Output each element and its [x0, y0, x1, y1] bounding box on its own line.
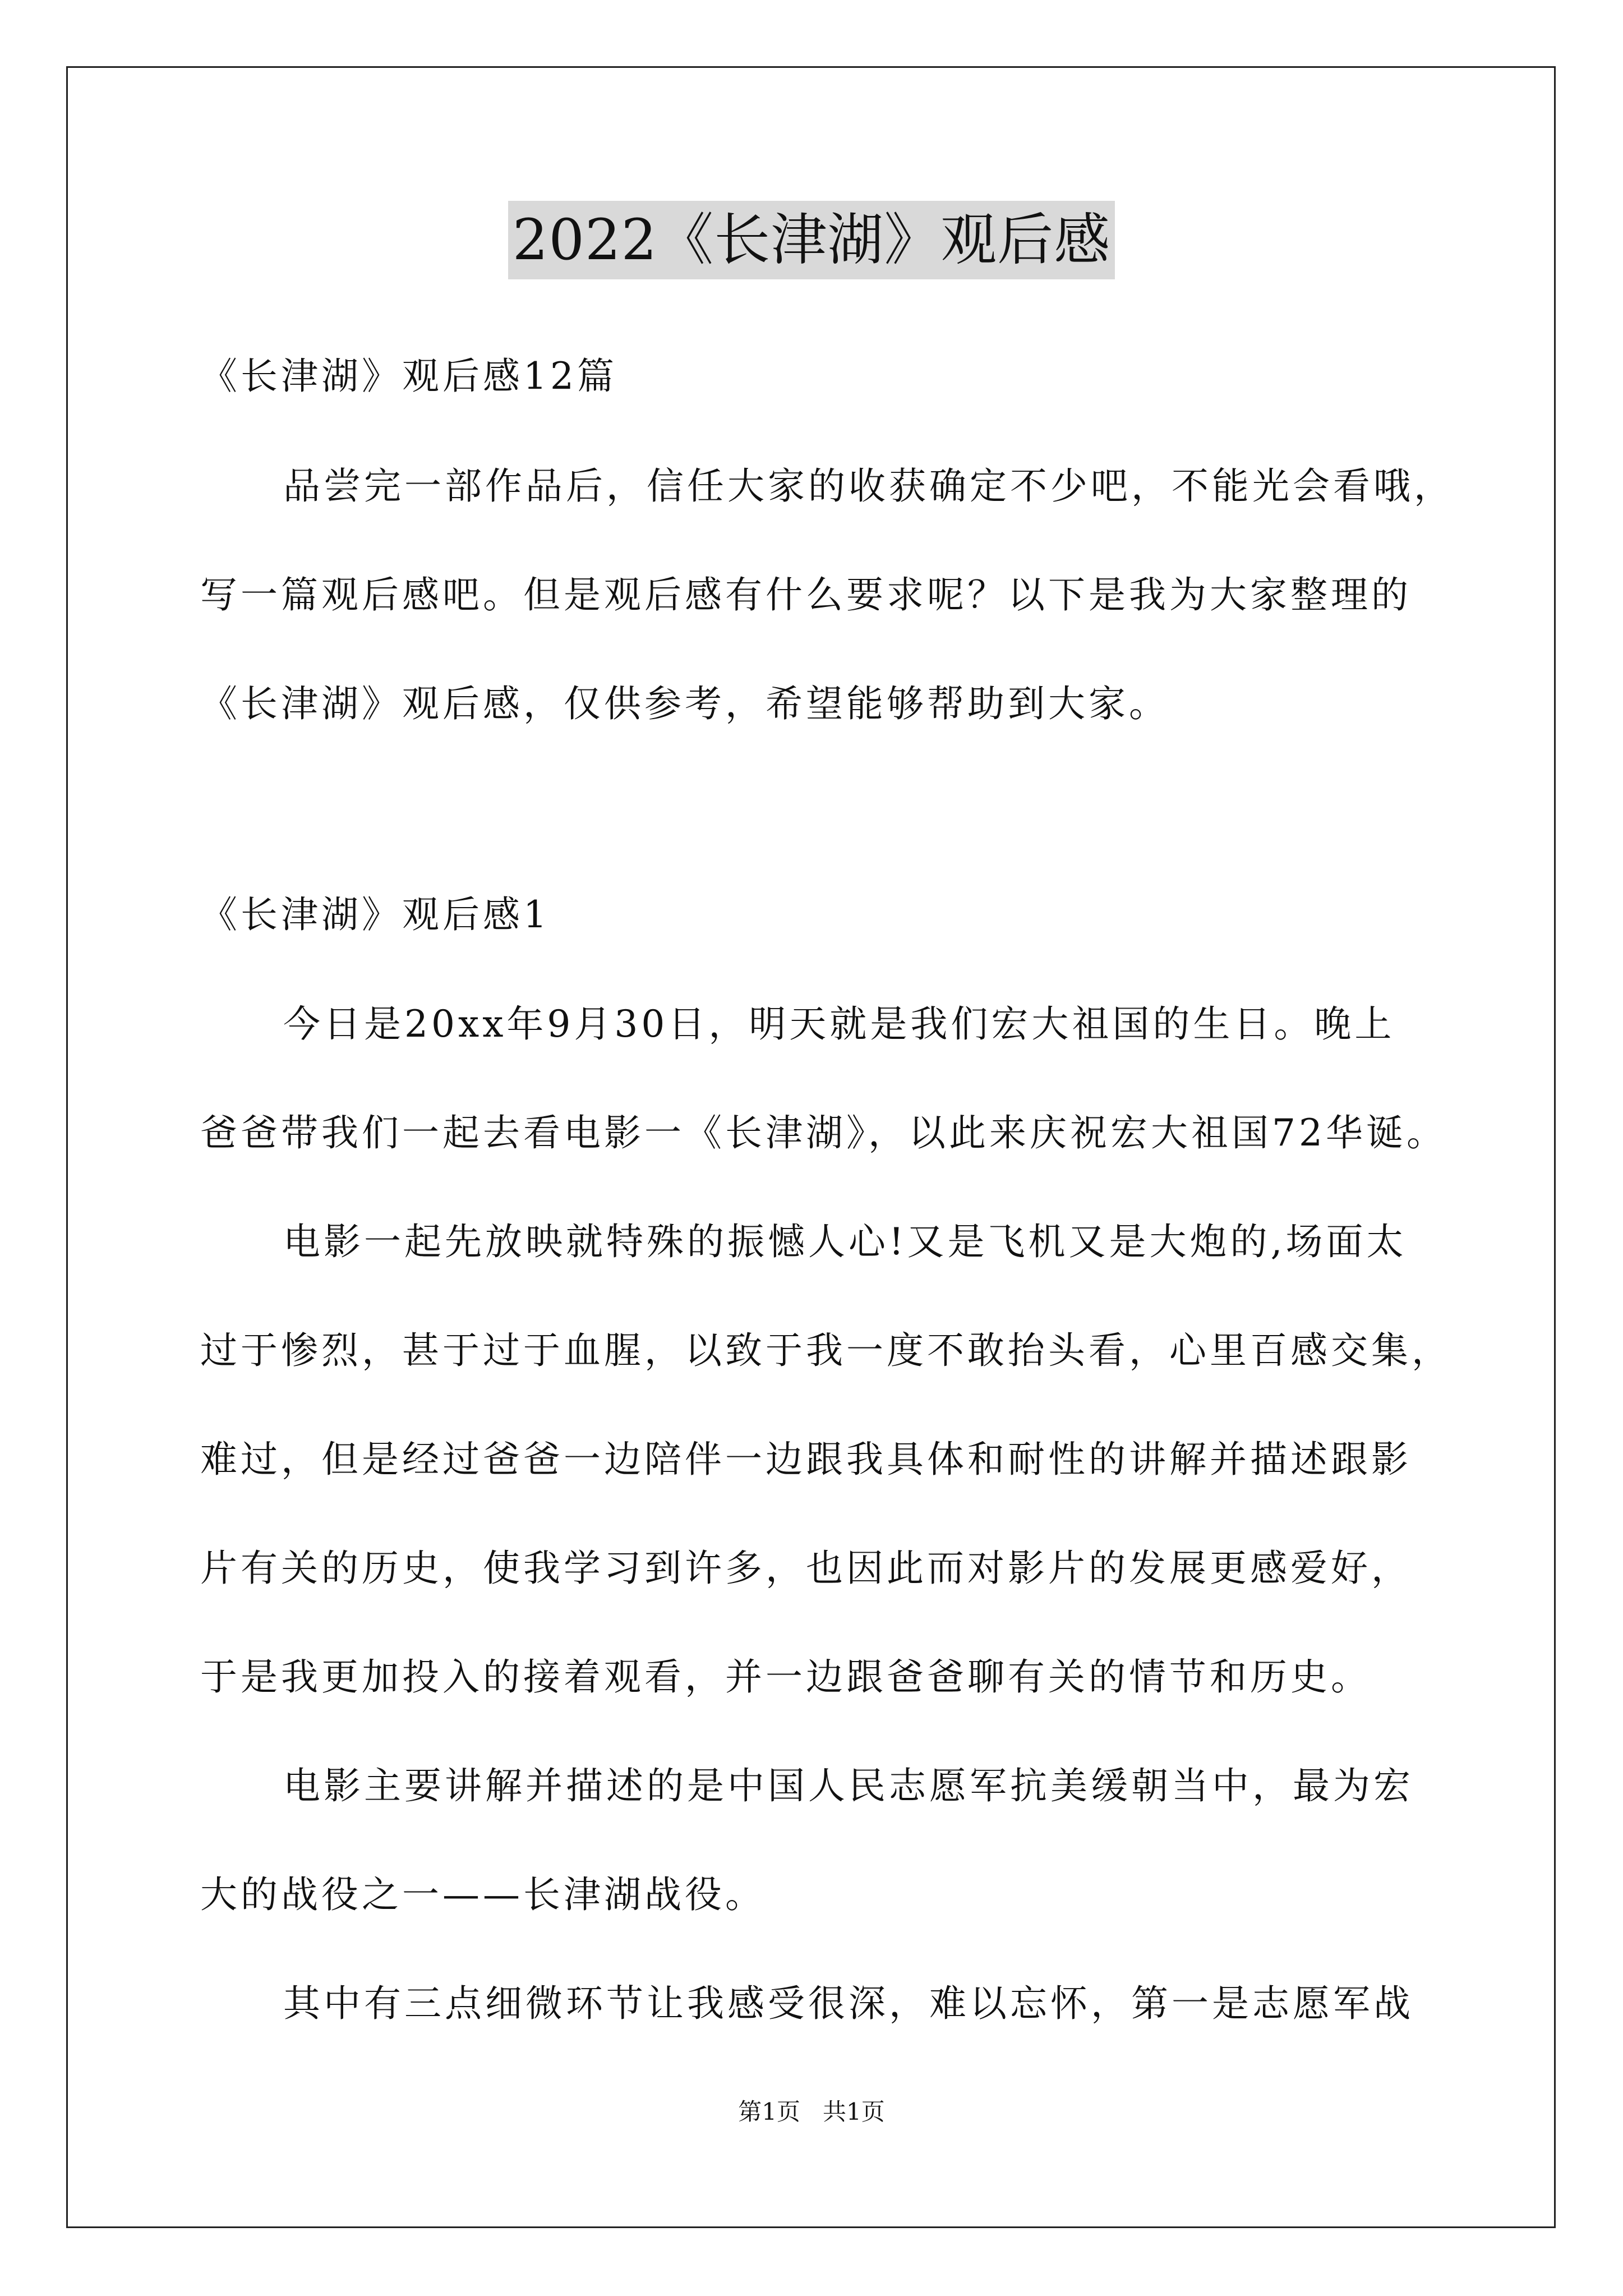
title-container	[0, 201, 1623, 279]
body-line-4: 过于惨烈，甚于过于血腥，以致于我一度不敢抬头看，心里百感交集，	[200, 1329, 1452, 1372]
body-line-9: 大的战役之一——长津湖战役。	[200, 1873, 766, 1916]
subtitle: 《长津湖》观后感12篇	[200, 355, 617, 398]
intro-line-3: 《长津湖》观后感，仅供参考，希望能够帮助到大家。	[200, 682, 1169, 725]
body-line-7: 于是我更加投入的接着观看，并一边跟爸爸聊有关的情节和历史。	[200, 1655, 1371, 1699]
intro-line-2: 写一篇观后感吧。但是观后感有什么要求呢？以下是我为大家整理的	[200, 573, 1412, 616]
page-footer: 第1页 共1页	[738, 2098, 885, 2125]
body-line-1: 今日是20xx年9月30日，明天就是我们宏大祖国的生日。晚上	[283, 1002, 1395, 1046]
body-line-8: 电影主要讲解并描述的是中国人民志愿军抗美缓朝当中，最为宏	[283, 1764, 1414, 1807]
document-title: 2022《长津湖》观后感	[508, 201, 1115, 279]
body-line-6: 片有关的历史，使我学习到许多，也因此而对影片的发展更感爱好，	[200, 1547, 1412, 1590]
body-line-2: 爸爸带我们一起去看电影一《长津湖》，以此来庆祝宏大祖国72华诞。	[200, 1111, 1447, 1154]
intro-line-1: 品尝完一部作品后，信任大家的收获确定不少吧，不能光会看哦，	[283, 464, 1454, 508]
body-line-3: 电影一起先放映就特殊的振憾人心!又是飞机又是大炮的,场面太	[283, 1220, 1407, 1263]
body-line-10: 其中有三点细微环节让我感受很深，难以忘怀，第一是志愿军战	[283, 1982, 1414, 2025]
section-heading: 《长津湖》观后感1	[200, 893, 550, 936]
body-line-5: 难过，但是经过爸爸一边陪伴一边跟我具体和耐性的讲解并描述跟影	[200, 1438, 1412, 1481]
